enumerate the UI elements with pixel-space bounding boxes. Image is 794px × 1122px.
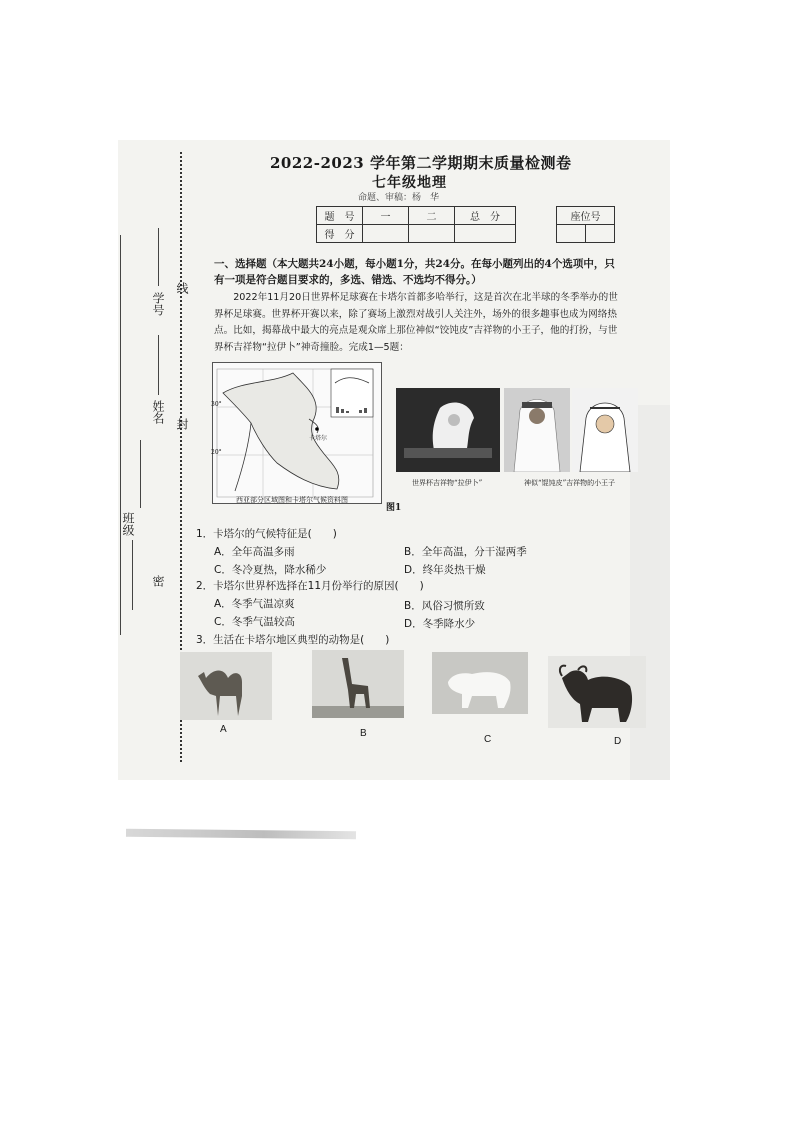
exam-authors: 命题、审稿：杨 华 (358, 193, 440, 203)
class-label: 班级 (121, 512, 135, 536)
class-blank-upper (140, 440, 141, 508)
q2-option-b[interactable]: B．风俗习惯所致 (404, 600, 485, 612)
header-total: 总 分 (455, 207, 516, 225)
q2-option-a[interactable]: A．冬季气温凉爽 (214, 598, 295, 610)
row-label-score: 得 分 (317, 225, 363, 243)
prince-photo (504, 388, 570, 472)
name-blank (158, 335, 159, 395)
q1-option-b[interactable]: B．全年高温，分干湿两季 (404, 546, 527, 558)
option-d-label: D (614, 736, 622, 747)
section-heading: 一、选择题（本大题共24小题，每小题1分，共24分。在每小题列出的4个选项中，只有一项是符合题目要求的，多选、错选、不选均不得分。） (214, 258, 615, 286)
cartoon-photo (572, 388, 638, 472)
binding-rule (120, 235, 121, 635)
binding-seal-mark: 封 (175, 418, 189, 430)
map-label-lat20: 20° (211, 449, 222, 456)
question-3: 3．生活在卡塔尔地区典型的动物是( ) (196, 634, 390, 646)
seat-cell-1[interactable] (557, 225, 586, 243)
cartoon-image (572, 388, 638, 472)
polar-bear-image[interactable] (432, 652, 528, 714)
option-b-label: B (360, 728, 367, 739)
exam-title: 2022-2023 学年第二学期期末质量检测卷 (270, 154, 572, 172)
binding-line-mark: 线 (175, 282, 189, 294)
yak-image[interactable] (548, 656, 646, 728)
map-drawing (213, 363, 381, 503)
camel-icon (180, 652, 272, 720)
student-id-label: 学号 (151, 292, 165, 316)
score-cell-2[interactable] (409, 225, 455, 243)
seat-label: 座位号 (557, 207, 615, 225)
intro-paragraph: 2022年11月20日世界杯足球赛在卡塔尔首都多哈举行，这是首次在北半球的冬季举办的世界杯足球赛。世界杯开赛以来，除了赛场上激烈对战引人关注外，场外的很多趣事也成为网络热点。比如，揭幕战中最大的亮点是观众席上那位神似“饺饨皮”吉祥物的小王子，他的打扮，与世界杯吉祥物“拉伊卜”神奇撞脸。完成1—5题： (214, 292, 618, 353)
map-caption: 西亚部分区域图和卡塔尔气候资料图 (236, 496, 348, 504)
figure-label: 图1 (386, 503, 402, 513)
paper-scrap (126, 829, 356, 839)
name-label: 姓名 (151, 400, 165, 424)
q2-option-c[interactable]: C．冬季气温较高 (214, 616, 295, 628)
q1-option-c[interactable]: C．冬冷夏热，降水稀少 (214, 564, 327, 576)
polar-bear-icon (432, 652, 528, 714)
prince-caption: 神似“馄饨皮”吉祥物的小王子 (524, 479, 616, 487)
option-a-label: A (220, 724, 227, 735)
mascot-caption: 世界杯吉祥物“拉伊卜” (412, 479, 483, 487)
seat-table (556, 206, 615, 243)
q1-option-d[interactable]: D．终年炎热干燥 (404, 564, 486, 576)
class-blank-lower (132, 540, 133, 610)
header-part2: 二 (409, 207, 455, 225)
map-label-lat30: 30° (211, 401, 222, 408)
score-table (316, 206, 516, 243)
prince-image (504, 388, 570, 472)
header-part1: 一 (363, 207, 409, 225)
exam-subtitle: 七年级地理 (372, 175, 447, 191)
score-cell-total[interactable] (455, 225, 516, 243)
mascot-photo (396, 388, 500, 472)
q2-option-d[interactable]: D．冬季降水少 (404, 618, 476, 630)
score-cell-1[interactable] (363, 225, 409, 243)
west-asia-map (212, 362, 382, 504)
q1-option-a[interactable]: A．全年高温多雨 (214, 546, 295, 558)
giraffe-image[interactable] (312, 650, 404, 718)
question-2: 2．卡塔尔世界杯选择在11月份举行的原因( ) (196, 580, 424, 592)
question-1: 1．卡塔尔的气候特征是( ) (196, 528, 337, 540)
yak-icon (548, 656, 646, 728)
giraffe-icon (312, 650, 404, 718)
binding-secret-mark: 密 (151, 575, 165, 587)
mascot-image (396, 388, 500, 472)
row-label-number: 题 号 (317, 207, 363, 225)
seat-cell-2[interactable] (586, 225, 615, 243)
camel-image[interactable] (180, 652, 272, 720)
map-label-qatar: 卡塔尔 (309, 435, 328, 442)
student-id-blank (158, 228, 159, 286)
option-c-label: C (484, 734, 492, 745)
